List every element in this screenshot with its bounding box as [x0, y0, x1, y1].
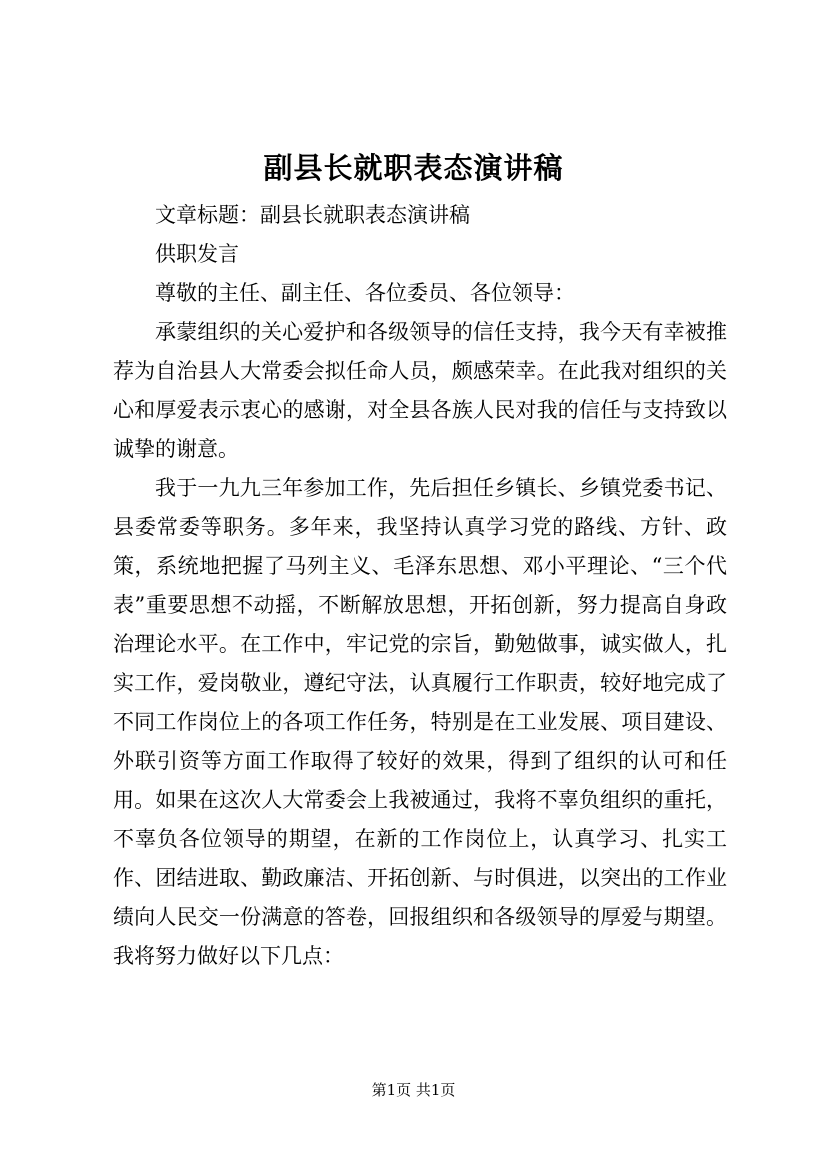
salutation: 尊敬的主任、副主任、各位委员、各位领导：	[155, 281, 575, 305]
document-body	[113, 196, 727, 976]
article-title-line: 文章标题：副县长就职表态演讲稿	[155, 203, 470, 227]
category-line: 供职发言	[155, 242, 239, 266]
paragraph: 我于一九九三年参加工作，先后担任乡镇长、乡镇党委书记、县委常委等职务。多年来，我坚持认真学习党的路线、方针、政策，系统地把握了马列主义、毛泽东思想、邓小平理论、“三个代表”重要思想不动摇，不断解放思想，开拓创新，努力提高自身政治理论水平。在工作中，牢记党的宗旨，勤勉做事，诚实做人，扎实工作，爱岗敬业，遵纪守法，认真履行工作职责，较好地完成了不同工作岗位上的各项工作任务，特别是在工业发展、项目建设、外联引资等方面工作取得了较好的效果，得到了组织的认可和任用。如果在这次人大常委会上我被通过，我将不辜负组织的重托，不辜负各位领导的期望，在新的工作岗位上，认真学习、扎实工作、团结进取、勤政廉洁、开拓创新、与时俱进，以突出的工作业绩向人民交一份满意的答卷，回报组织和各级领导的厚爱与期望。我将努力做好以下几点：	[113, 476, 727, 968]
document-title: 副县长就职表态演讲稿	[263, 151, 564, 185]
page-footer: 第1页 共1页	[371, 1081, 456, 1099]
paragraph: 承蒙组织的关心爱护和各级领导的信任支持，我今天有幸被推荐为自治县人大常委会拟任命人员，颇感荣幸。在此我对组织的关心和厚爱表示衷心的感谢，对全县各族人民对我的信任与支持致以诚挚的谢意。	[113, 320, 727, 461]
